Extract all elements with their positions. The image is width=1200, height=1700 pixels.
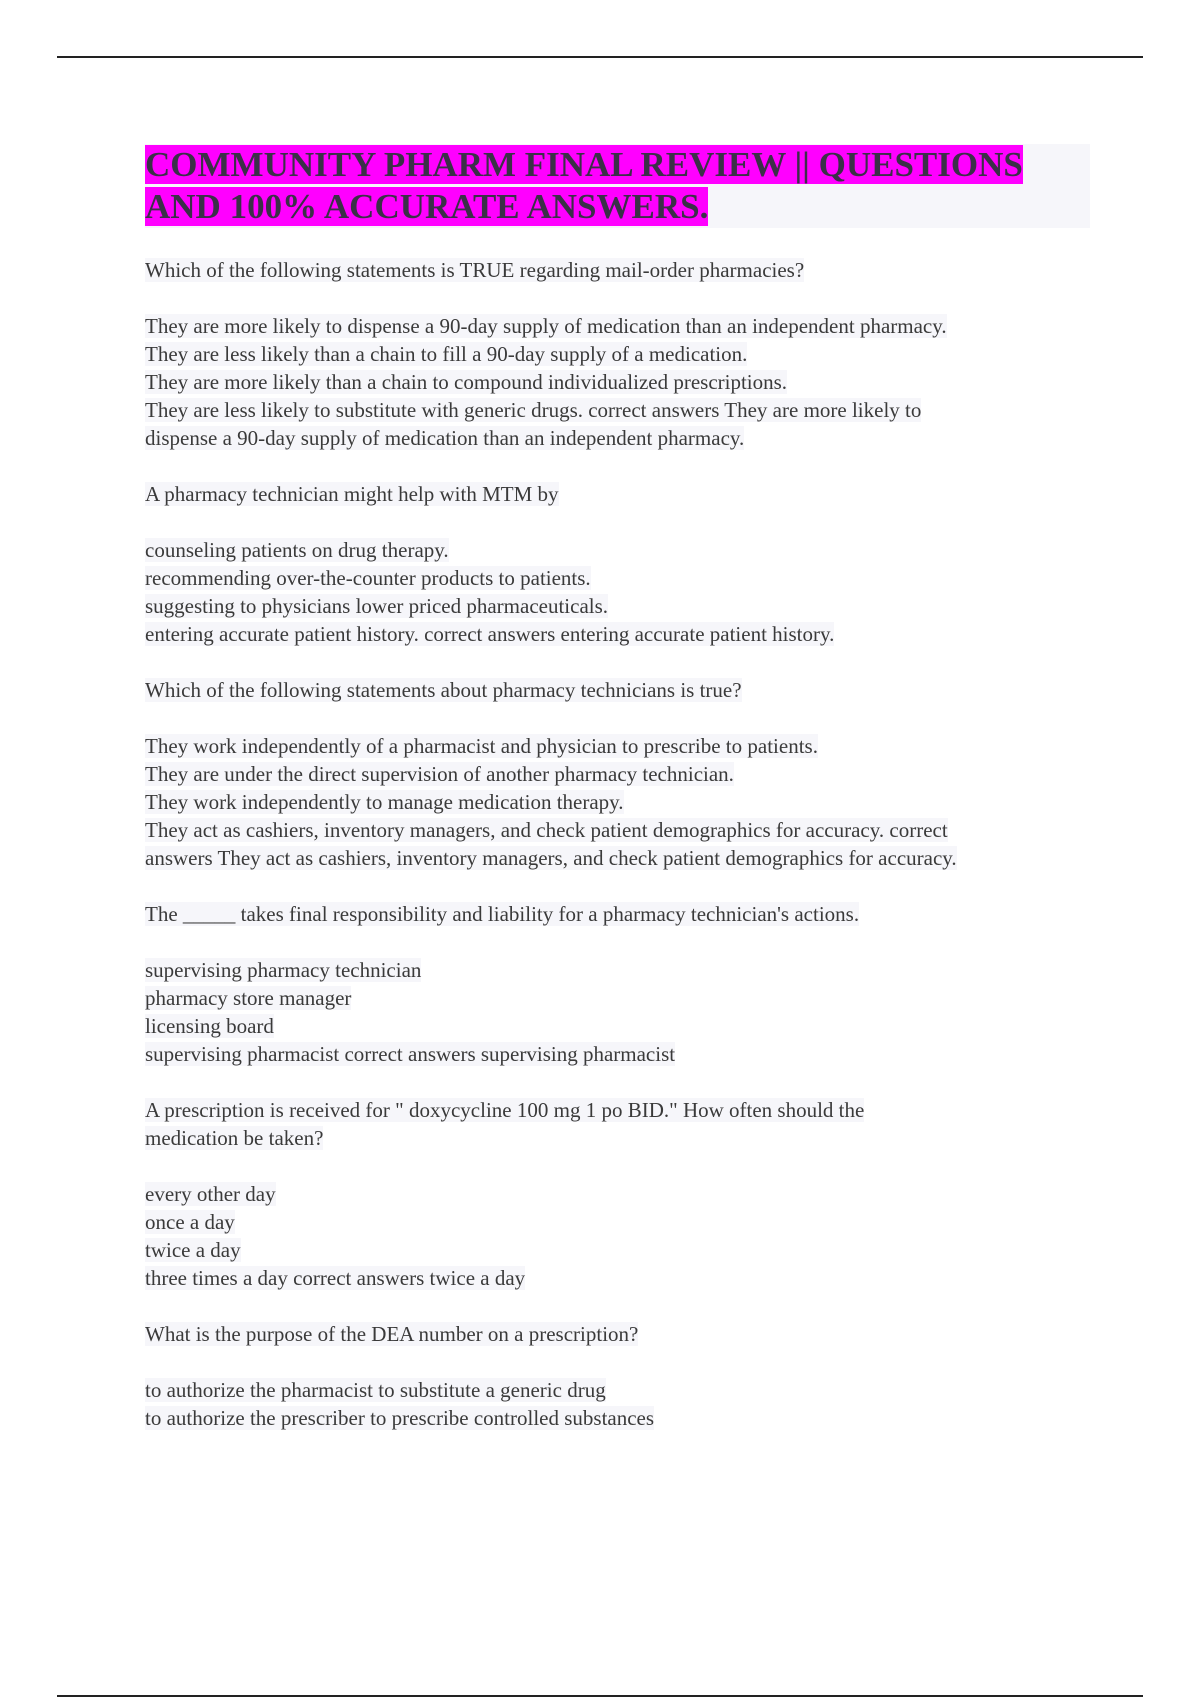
answer-block-4 <box>145 956 1090 1068</box>
answer-line: licensing board <box>145 1014 274 1038</box>
question-5 <box>145 1096 1090 1152</box>
question-text: What is the purpose of the DEA number on a prescription? <box>145 1322 639 1346</box>
answer-line: once a day <box>145 1210 235 1234</box>
title-line-1: COMMUNITY PHARM FINAL REVIEW || QUESTIONS <box>145 145 1023 184</box>
answer-line: They are under the direct supervision of another pharmacy technician. <box>145 762 734 786</box>
answer-line: They are more likely to dispense a 90-day supply of medication than an independent pharmacy. <box>145 314 947 338</box>
answer-line: They are more likely than a chain to compound individualized prescriptions. <box>145 370 788 394</box>
answer-line: dispense a 90-day supply of medication than an independent pharmacy. <box>145 426 745 450</box>
question-6 <box>145 1320 1090 1348</box>
answer-block-6 <box>145 1376 1090 1432</box>
answer-line: They work independently of a pharmacist and physician to prescribe to patients. <box>145 734 818 758</box>
question-1 <box>145 256 1090 284</box>
answer-line: entering accurate patient history. correct answers entering accurate patient history. <box>145 622 835 646</box>
answer-line: They are less likely than a chain to fill a 90-day supply of a medication. <box>145 342 748 366</box>
page-title <box>145 144 1090 228</box>
question-text: Which of the following statements about pharmacy technicians is true? <box>145 678 742 702</box>
question-text: A pharmacy technician might help with MTM by <box>145 482 559 506</box>
answer-line: recommending over-the-counter products to patients. <box>145 566 591 590</box>
answer-block-2 <box>145 536 1090 648</box>
answer-line: to authorize the pharmacist to substitute a generic drug <box>145 1378 606 1402</box>
question-text: Which of the following statements is TRUE regarding mail-order pharmacies? <box>145 258 805 282</box>
answer-line: three times a day correct answers twice a day <box>145 1266 526 1290</box>
bottom-rule <box>57 1695 1143 1697</box>
answer-line: pharmacy store manager <box>145 986 352 1010</box>
answer-line: They act as cashiers, inventory managers, and check patient demographics for accuracy. correct <box>145 818 948 842</box>
document-body <box>145 144 1090 1460</box>
question-text: A prescription is received for " doxycycline 100 mg 1 po BID." How often should the <box>145 1098 865 1122</box>
answer-line: They work independently to manage medication therapy. <box>145 790 624 814</box>
answer-line: supervising pharmacist correct answers supervising pharmacist <box>145 1042 676 1066</box>
answer-block-5 <box>145 1180 1090 1292</box>
answer-block-1 <box>145 312 1090 452</box>
answer-line: suggesting to physicians lower priced pharmaceuticals. <box>145 594 609 618</box>
title-line-2: AND 100% ACCURATE ANSWERS. <box>145 187 709 226</box>
answer-line: twice a day <box>145 1238 241 1262</box>
question-4 <box>145 900 1090 928</box>
answer-line: to authorize the prescriber to prescribe controlled substances <box>145 1406 655 1430</box>
question-2 <box>145 480 1090 508</box>
answer-line: answers They act as cashiers, inventory managers, and check patient demographics for accuracy. <box>145 846 957 870</box>
title-block <box>145 144 1090 228</box>
answer-line: every other day <box>145 1182 276 1206</box>
answer-line: supervising pharmacy technician <box>145 958 422 982</box>
answer-line: They are less likely to substitute with generic drugs. correct answers They are more likely to <box>145 398 922 422</box>
question-text: medication be taken? <box>145 1126 324 1150</box>
question-3 <box>145 676 1090 704</box>
answer-line: counseling patients on drug therapy. <box>145 538 449 562</box>
top-rule <box>57 56 1143 58</box>
question-text: The _____ takes final responsibility and liability for a pharmacy technician's actions. <box>145 902 860 926</box>
answer-block-3 <box>145 732 1090 872</box>
